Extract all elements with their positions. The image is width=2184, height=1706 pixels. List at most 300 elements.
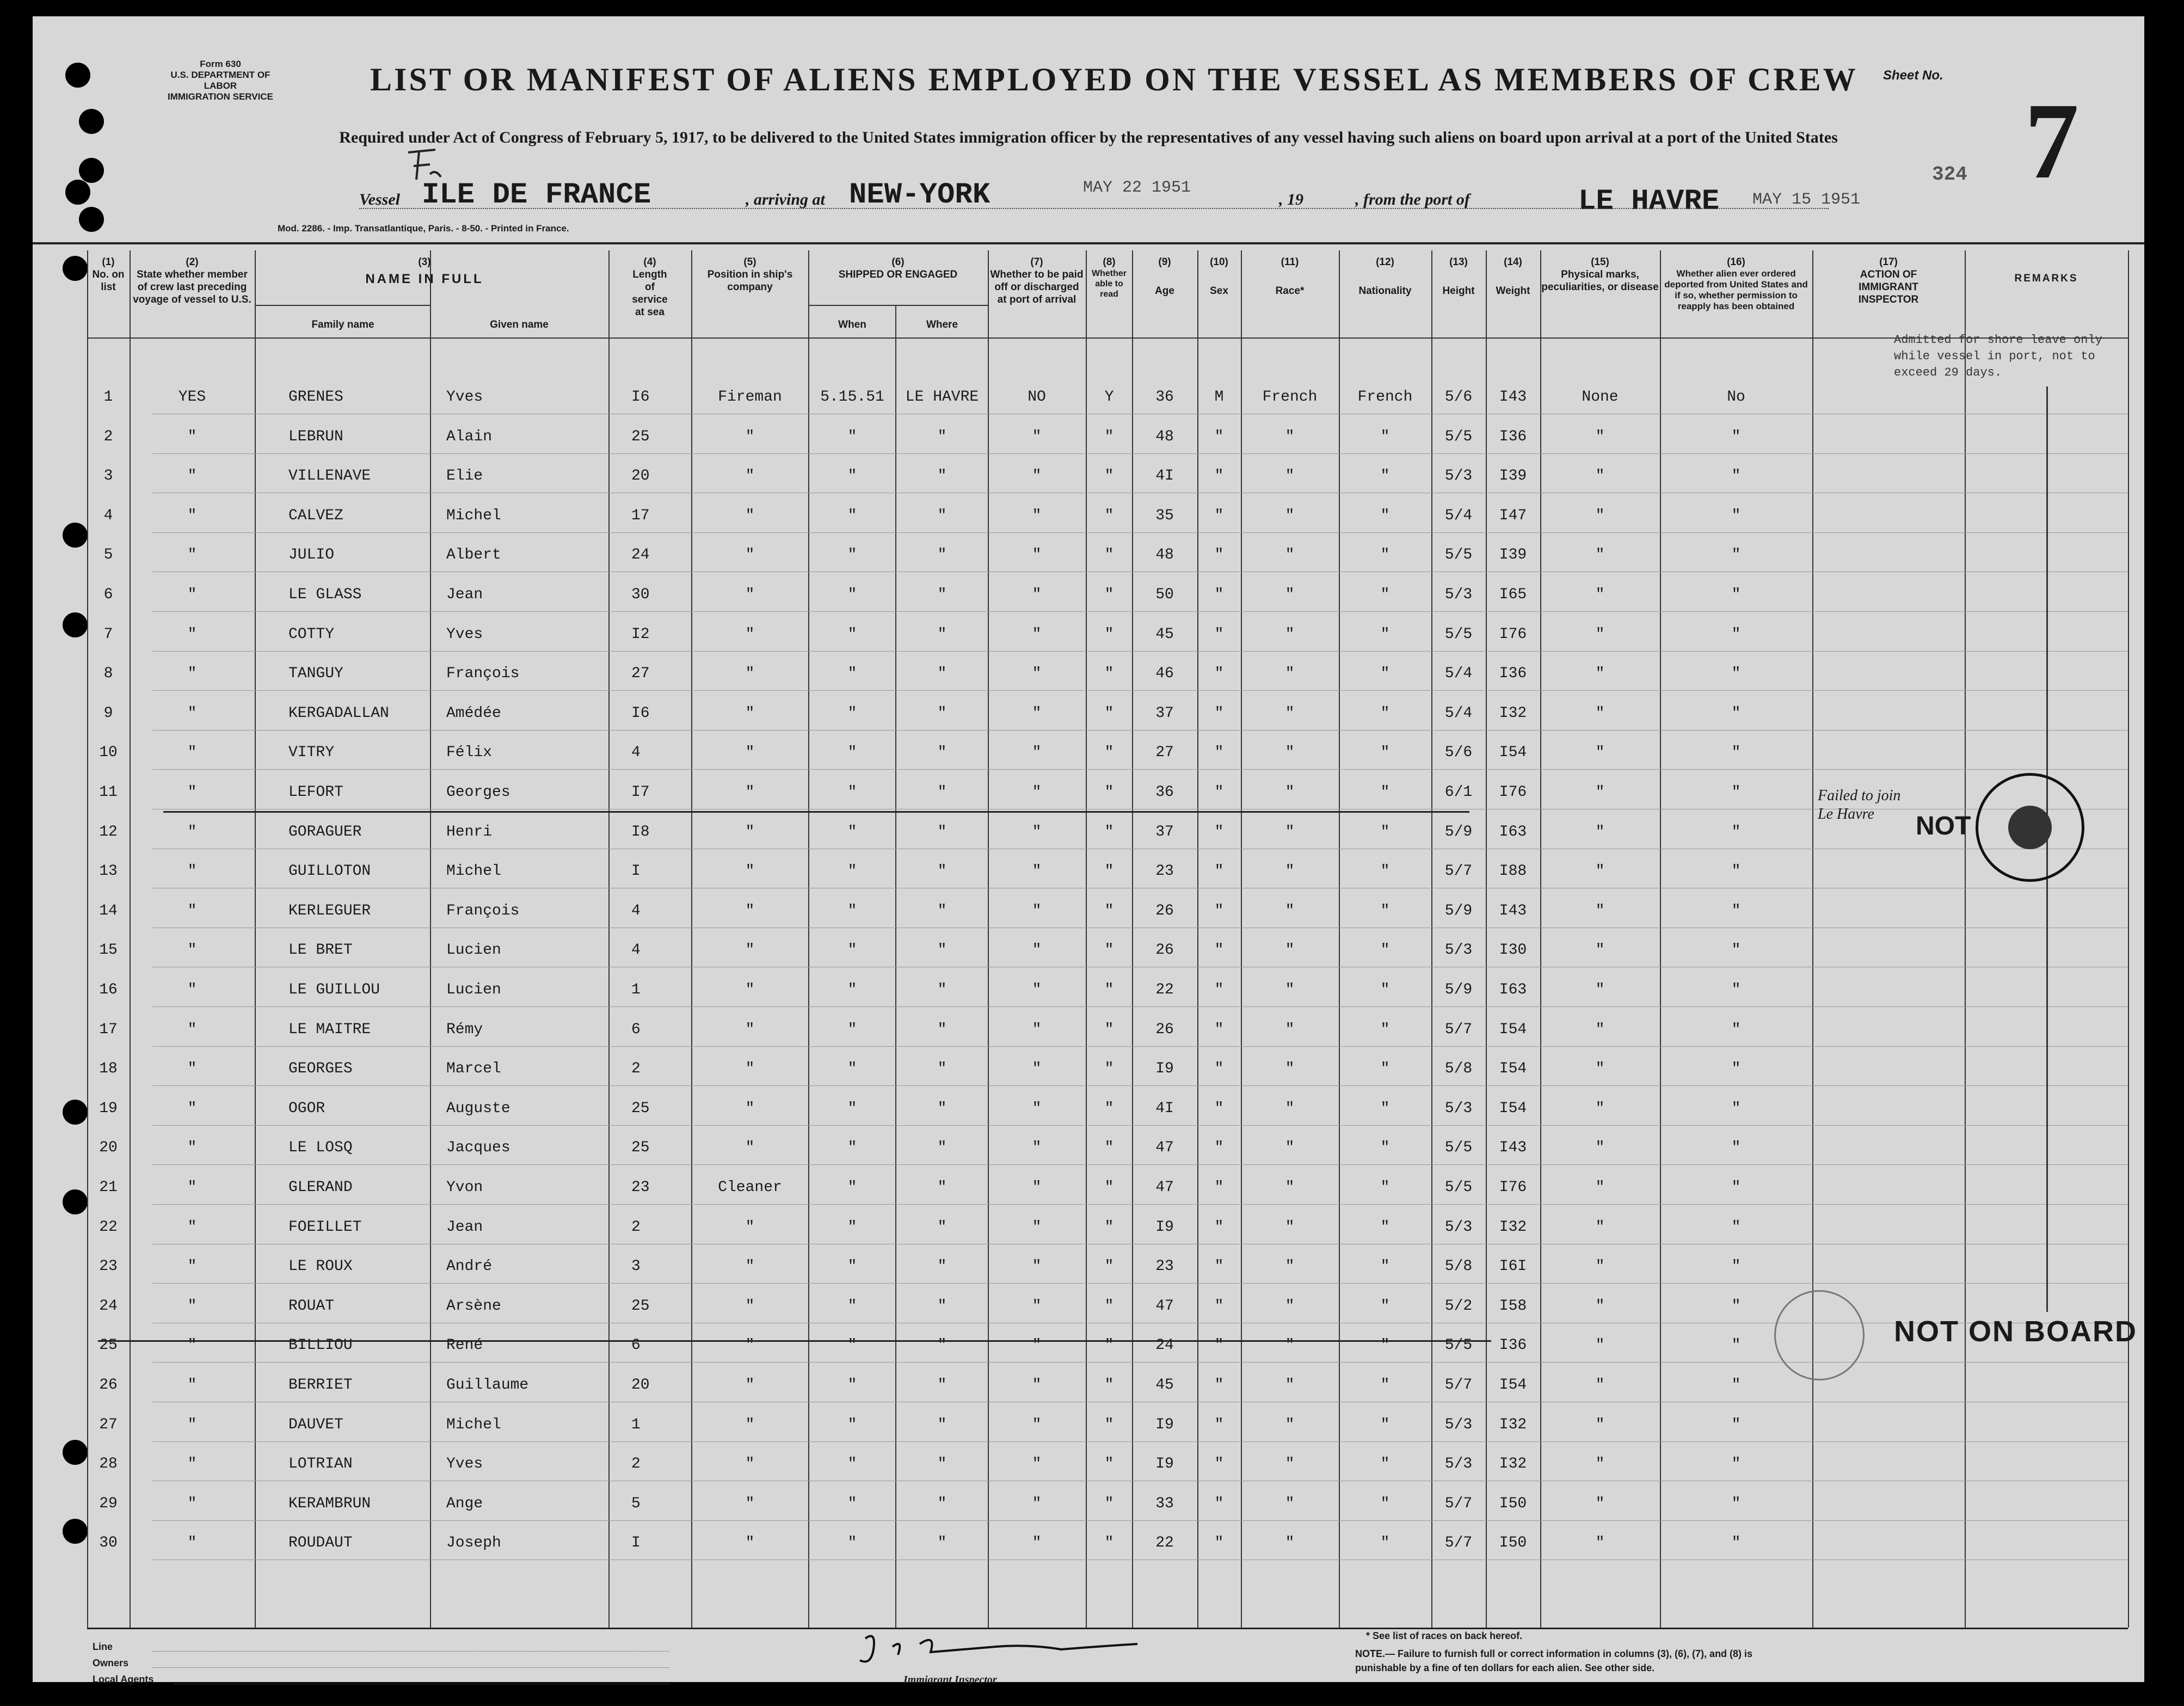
footer-agents-label: Local Agents xyxy=(93,1674,154,1685)
row-age: I9 xyxy=(1155,1416,1174,1433)
row-family-name: BILLIOU xyxy=(288,1337,353,1354)
row-deported: " xyxy=(1731,665,1741,683)
row-family-name: KERAMBRUN xyxy=(288,1495,371,1512)
row-family-name: LE LOSQ xyxy=(288,1139,353,1157)
row-age: 46 xyxy=(1155,665,1174,683)
row-physical-marks: " xyxy=(1595,1337,1605,1354)
row-shipped-when: " xyxy=(847,1377,857,1394)
row-nationality: " xyxy=(1380,428,1390,445)
row-shipped-where: " xyxy=(937,625,947,643)
row-shipped-where: " xyxy=(937,1139,947,1157)
row-age: 48 xyxy=(1155,547,1174,564)
punch-hole xyxy=(63,1189,88,1214)
consulate-seal-stamp xyxy=(1976,773,2084,882)
row-shipped-when: " xyxy=(847,863,857,880)
row-rule xyxy=(152,1125,2128,1126)
row-service-years: 24 xyxy=(631,547,650,564)
row-service-years: I8 xyxy=(631,823,650,840)
row-race: " xyxy=(1285,1297,1295,1315)
row-given-name: Albert xyxy=(446,547,501,564)
row-deported: " xyxy=(1731,1456,1741,1473)
row-weight: I43 xyxy=(1499,1139,1527,1157)
row-height: 5/5 xyxy=(1444,547,1473,564)
row-last-voyage: " xyxy=(187,1060,197,1078)
footer-owners-label: Owners xyxy=(93,1658,129,1668)
row-race: " xyxy=(1285,744,1295,762)
row-height: 5/3 xyxy=(1444,1218,1473,1236)
row-nationality: " xyxy=(1380,704,1390,722)
row-shipped-when: " xyxy=(847,1495,857,1512)
row-age: 36 xyxy=(1155,389,1174,406)
row-number: 18 xyxy=(99,1060,118,1078)
row-25-strike-line xyxy=(98,1340,1491,1342)
row-height: 5/2 xyxy=(1444,1297,1473,1315)
row-last-voyage: " xyxy=(187,1139,197,1157)
row-able-to-read: " xyxy=(1104,1258,1114,1275)
row-nationality: French xyxy=(1357,389,1413,406)
row-deported: " xyxy=(1731,1377,1741,1394)
row-given-name: Guillaume xyxy=(446,1377,529,1394)
row-12-strike-line xyxy=(163,811,1469,813)
row-shipped-where: " xyxy=(937,1416,947,1433)
row-given-name: Rémy xyxy=(446,1021,483,1038)
arrival-date-stamp: MAY 22 1951 xyxy=(1083,179,1191,197)
row-deported: " xyxy=(1731,1218,1741,1236)
row-paid-off: " xyxy=(1032,468,1042,485)
row-physical-marks: " xyxy=(1595,547,1605,564)
row-last-voyage: " xyxy=(187,1416,197,1433)
row-able-to-read: " xyxy=(1104,1021,1114,1038)
row-shipped-where: " xyxy=(937,1377,947,1394)
row-number: 21 xyxy=(99,1179,118,1196)
row-service-years: I xyxy=(631,1535,641,1552)
row-nationality: " xyxy=(1380,1337,1390,1354)
row-shipped-when: " xyxy=(847,823,857,840)
row-rule xyxy=(152,532,2128,533)
row-paid-off: " xyxy=(1032,1258,1042,1275)
row-service-years: I xyxy=(631,863,641,880)
column-divider xyxy=(1965,250,1966,1628)
row-race: " xyxy=(1285,1535,1295,1552)
row-shipped-when: " xyxy=(847,468,857,485)
row-deported: No xyxy=(1727,389,1745,406)
row-family-name: GEORGES xyxy=(288,1060,353,1078)
row-deported: " xyxy=(1731,744,1741,762)
row-height: 5/5 xyxy=(1444,428,1473,445)
row-height: 5/7 xyxy=(1444,1535,1473,1552)
row-given-name: Arsène xyxy=(446,1297,501,1315)
row-height: 5/5 xyxy=(1444,1139,1473,1157)
row-paid-off: " xyxy=(1032,428,1042,445)
row-shipped-when: " xyxy=(847,1258,857,1275)
row-position: " xyxy=(745,1416,755,1433)
row-physical-marks: " xyxy=(1595,823,1605,840)
punch-hole xyxy=(63,1440,88,1465)
row-nationality: " xyxy=(1380,468,1390,485)
row-nationality: " xyxy=(1380,1258,1390,1275)
remarks-failed-to-join: Failed to join Le Havre xyxy=(1818,787,1901,823)
row-deported: " xyxy=(1731,625,1741,643)
remarks-shore-leave: Admitted for shore leave only while vessel in port, not to exceed 29 days. xyxy=(1894,333,2102,379)
row-shipped-when: " xyxy=(847,1139,857,1157)
row-physical-marks: " xyxy=(1595,625,1605,643)
row-paid-off: " xyxy=(1032,744,1042,762)
row-last-voyage: " xyxy=(187,902,197,919)
row-weight: I58 xyxy=(1499,1297,1527,1315)
row-deported: " xyxy=(1731,586,1741,603)
header-service: (4) Length of service at sea xyxy=(632,256,668,318)
row-weight: I50 xyxy=(1499,1535,1527,1552)
row-weight: I36 xyxy=(1499,428,1527,445)
row-weight: I63 xyxy=(1499,981,1527,998)
row-number: 4 xyxy=(103,507,113,524)
row-weight: I76 xyxy=(1499,625,1527,643)
le-havre-stamp xyxy=(1774,1290,1865,1380)
row-sex: " xyxy=(1214,942,1224,959)
service-name: IMMIGRATION SERVICE xyxy=(168,91,273,102)
row-shipped-where: " xyxy=(937,1535,947,1552)
row-number: 9 xyxy=(103,704,113,722)
row-last-voyage: " xyxy=(187,1218,197,1236)
row-able-to-read: " xyxy=(1104,704,1114,722)
year-label: , 19 xyxy=(1279,191,1303,208)
row-age: 4I xyxy=(1155,1100,1174,1117)
row-height: 5/8 xyxy=(1444,1258,1473,1275)
row-service-years: 1 xyxy=(631,981,641,998)
row-nationality: " xyxy=(1380,1139,1390,1157)
row-paid-off: " xyxy=(1032,1535,1042,1552)
row-shipped-when: " xyxy=(847,1060,857,1078)
row-sex: " xyxy=(1214,1377,1224,1394)
row-rule xyxy=(152,1085,2128,1086)
row-family-name: LEBRUN xyxy=(288,428,343,445)
row-service-years: 4 xyxy=(631,942,641,959)
row-age: 50 xyxy=(1155,586,1174,603)
vessel-label: Vessel xyxy=(359,191,400,208)
row-height: 5/5 xyxy=(1444,1337,1473,1354)
row-paid-off: " xyxy=(1032,863,1042,880)
row-race: " xyxy=(1285,665,1295,683)
inspector-signature xyxy=(854,1628,1159,1671)
row-race: " xyxy=(1285,942,1295,959)
row-rule xyxy=(152,611,2128,612)
row-position: " xyxy=(745,1535,755,1552)
row-height: 5/6 xyxy=(1444,744,1473,762)
row-race: " xyxy=(1285,1100,1295,1117)
row-height: 5/7 xyxy=(1444,1377,1473,1394)
row-height: 5/7 xyxy=(1444,1495,1473,1512)
row-race: " xyxy=(1285,902,1295,919)
row-last-voyage: " xyxy=(187,507,197,524)
row-service-years: 1 xyxy=(631,1416,641,1433)
row-weight: I76 xyxy=(1499,1179,1527,1196)
punch-hole xyxy=(79,109,104,134)
row-shipped-when: " xyxy=(847,744,857,762)
row-last-voyage: " xyxy=(187,744,197,762)
row-shipped-when: 5.15.51 xyxy=(820,389,884,406)
column-divider xyxy=(608,250,610,1628)
row-nationality: " xyxy=(1380,507,1390,524)
row-sex: " xyxy=(1214,1021,1224,1038)
row-age: 48 xyxy=(1155,428,1174,445)
row-physical-marks: " xyxy=(1595,902,1605,919)
row-able-to-read: " xyxy=(1104,1139,1114,1157)
row-last-voyage: " xyxy=(187,468,197,485)
mod-line: Mod. 2286. - Imp. Transatlantique, Paris. - 8-50. - Printed in France. xyxy=(278,223,569,234)
row-deported: " xyxy=(1731,1179,1741,1196)
row-weight: I39 xyxy=(1499,547,1527,564)
row-position: " xyxy=(745,1456,755,1473)
row-number: 22 xyxy=(99,1218,118,1236)
row-last-voyage: " xyxy=(187,665,197,683)
row-race: " xyxy=(1285,704,1295,722)
row-paid-off: " xyxy=(1032,823,1042,840)
row-weight: I32 xyxy=(1499,1456,1527,1473)
row-family-name: DAUVET xyxy=(288,1416,343,1433)
row-weight: I54 xyxy=(1499,1060,1527,1078)
column-divider xyxy=(1812,250,1813,1628)
row-age: 47 xyxy=(1155,1179,1174,1196)
header-physical-marks: (15) Physical marks, peculiarities, or disease xyxy=(1541,256,1659,293)
row-number: 13 xyxy=(99,863,118,880)
row-shipped-when: " xyxy=(847,784,857,801)
row-shipped-when: " xyxy=(847,547,857,564)
row-given-name: Félix xyxy=(446,744,493,762)
header-paid-off: (7) Whether to be paid off or discharged at port of arrival xyxy=(990,256,1084,305)
row-age: 33 xyxy=(1155,1495,1174,1512)
row-weight: I43 xyxy=(1499,902,1527,919)
row-family-name: BERRIET xyxy=(288,1377,353,1394)
row-last-voyage: YES xyxy=(178,389,206,406)
row-paid-off: " xyxy=(1032,1337,1042,1354)
row-able-to-read: " xyxy=(1104,507,1114,524)
row-weight: I36 xyxy=(1499,665,1527,683)
row-height: 5/3 xyxy=(1444,1100,1473,1117)
row-given-name: Yves xyxy=(446,625,483,643)
row-shipped-where: " xyxy=(937,1021,947,1038)
row-given-name: Henri xyxy=(446,823,493,840)
row-deported: " xyxy=(1731,942,1741,959)
row-last-voyage: " xyxy=(187,1337,197,1354)
row-given-name: Michel xyxy=(446,507,501,524)
row-age: 27 xyxy=(1155,744,1174,762)
row-shipped-where: " xyxy=(937,1456,947,1473)
row-family-name: COTTY xyxy=(288,625,335,643)
arriving-label: , arriving at xyxy=(746,191,825,208)
row-paid-off: " xyxy=(1032,586,1042,603)
row-weight: I43 xyxy=(1499,389,1527,406)
header-given-name: Given name xyxy=(490,319,549,330)
row-age: 22 xyxy=(1155,1535,1174,1552)
row-sex: " xyxy=(1214,744,1224,762)
row-shipped-where: " xyxy=(937,1258,947,1275)
row-shipped-when: " xyxy=(847,1535,857,1552)
row-paid-off: " xyxy=(1032,1218,1042,1236)
inspector-label: Immigrant Inspector xyxy=(903,1674,997,1686)
row-shipped-where: " xyxy=(937,1100,947,1117)
row-shipped-where: " xyxy=(937,665,947,683)
footer-rule xyxy=(152,1651,669,1652)
row-physical-marks: " xyxy=(1595,863,1605,880)
row-shipped-where: " xyxy=(937,744,947,762)
row-rule xyxy=(152,1046,2128,1047)
row-rule xyxy=(152,1283,2128,1284)
row-sex: " xyxy=(1214,1179,1224,1196)
row-given-name: François xyxy=(446,665,520,683)
row-height: 5/4 xyxy=(1444,704,1473,722)
row-race: French xyxy=(1262,389,1318,406)
row-paid-off: " xyxy=(1032,704,1042,722)
row-last-voyage: " xyxy=(187,863,197,880)
row-physical-marks: " xyxy=(1595,586,1605,603)
row-nationality: " xyxy=(1380,1179,1390,1196)
row-position: " xyxy=(745,428,755,445)
row-age: 23 xyxy=(1155,863,1174,880)
header-no: (1) No. on list xyxy=(92,256,125,293)
row-age: 47 xyxy=(1155,1297,1174,1315)
row-given-name: Alain xyxy=(446,428,493,445)
departure-date-stamp: MAY 15 1951 xyxy=(1752,191,1861,209)
remarks-not-stamp: NOT xyxy=(1916,812,1971,840)
footer-rule xyxy=(152,1667,669,1668)
from-port: LE HAVRE xyxy=(1578,185,1720,218)
row-sex: " xyxy=(1214,1495,1224,1512)
row-last-voyage: " xyxy=(187,1456,197,1473)
row-paid-off: NO xyxy=(1028,389,1046,406)
row-given-name: Yves xyxy=(446,1456,483,1473)
row-service-years: 23 xyxy=(631,1179,650,1196)
row-physical-marks: " xyxy=(1595,1100,1605,1117)
row-number: 8 xyxy=(103,665,113,683)
row-sex: " xyxy=(1214,468,1224,485)
row-height: 5/3 xyxy=(1444,468,1473,485)
row-nationality: " xyxy=(1380,547,1390,564)
row-position: " xyxy=(745,902,755,919)
row-last-voyage: " xyxy=(187,1179,197,1196)
row-sex: " xyxy=(1214,902,1224,919)
row-paid-off: " xyxy=(1032,1416,1042,1433)
header-bottom-rule xyxy=(87,337,2128,339)
row-sex: " xyxy=(1214,1060,1224,1078)
punch-hole xyxy=(65,180,90,205)
row-physical-marks: " xyxy=(1595,665,1605,683)
row-shipped-where: " xyxy=(937,428,947,445)
header-read: (8) Whether able to read xyxy=(1092,256,1127,299)
row-race: " xyxy=(1285,547,1295,564)
row-deported: " xyxy=(1731,1297,1741,1315)
row-nationality: " xyxy=(1380,1060,1390,1078)
header-last-voyage: (2) State whether member of crew last preceding voyage of vessel to U.S. xyxy=(133,256,251,305)
row-number: 1 xyxy=(103,389,113,406)
row-last-voyage: " xyxy=(187,1258,197,1275)
row-able-to-read: " xyxy=(1104,1060,1114,1078)
row-shipped-when: " xyxy=(847,428,857,445)
row-deported: " xyxy=(1731,428,1741,445)
row-position: " xyxy=(745,863,755,880)
row-shipped-when: " xyxy=(847,507,857,524)
row-race: " xyxy=(1285,1218,1295,1236)
row-given-name: Joseph xyxy=(446,1535,501,1552)
row-nationality: " xyxy=(1380,1297,1390,1315)
row-able-to-read: " xyxy=(1104,744,1114,762)
row-weight: I6I xyxy=(1499,1258,1527,1275)
row-position: " xyxy=(745,744,755,762)
row-last-voyage: " xyxy=(187,1495,197,1512)
row-shipped-when: " xyxy=(847,981,857,998)
row-deported: " xyxy=(1731,902,1741,919)
row-service-years: 2 xyxy=(631,1060,641,1078)
row-given-name: Auguste xyxy=(446,1100,510,1117)
row-deported: " xyxy=(1731,1258,1741,1275)
row-family-name: GLERAND xyxy=(288,1179,353,1196)
row-service-years: I7 xyxy=(631,784,650,801)
row-race: " xyxy=(1285,468,1295,485)
row-number: 5 xyxy=(103,547,113,564)
row-nationality: " xyxy=(1380,1535,1390,1552)
header-family-name: Family name xyxy=(311,319,374,330)
row-shipped-where: " xyxy=(937,1297,947,1315)
row-service-years: 2 xyxy=(631,1218,641,1236)
row-shipped-where: " xyxy=(937,1060,947,1078)
row-position: " xyxy=(745,1100,755,1117)
punch-hole xyxy=(63,256,88,281)
header-sex: (10) Sex xyxy=(1210,256,1228,297)
row-height: 5/7 xyxy=(1444,863,1473,880)
row-service-years: I6 xyxy=(631,704,650,722)
row-rule xyxy=(152,769,2128,770)
row-age: 23 xyxy=(1155,1258,1174,1275)
row-given-name: René xyxy=(446,1337,483,1354)
row-shipped-where: " xyxy=(937,507,947,524)
header-nationality: (12) Nationality xyxy=(1358,256,1412,297)
row-deported: " xyxy=(1731,1139,1741,1157)
row-position: " xyxy=(745,586,755,603)
row-nationality: " xyxy=(1380,942,1390,959)
row-height: 5/4 xyxy=(1444,507,1473,524)
row-age: 26 xyxy=(1155,942,1174,959)
row-number: 15 xyxy=(99,942,118,959)
header-where: Where xyxy=(926,319,958,330)
row-shipped-when: " xyxy=(847,1218,857,1236)
row-height: 6/1 xyxy=(1444,784,1473,801)
row-nationality: " xyxy=(1380,1456,1390,1473)
row-shipped-when: " xyxy=(847,1337,857,1354)
row-shipped-where: " xyxy=(937,981,947,998)
row-family-name: LEFORT xyxy=(288,784,343,801)
row-shipped-when: " xyxy=(847,1456,857,1473)
row-height: 5/5 xyxy=(1444,625,1473,643)
row-number: 27 xyxy=(99,1416,118,1433)
row-family-name: LE GLASS xyxy=(288,586,362,603)
row-service-years: 2 xyxy=(631,1456,641,1473)
row-sex: " xyxy=(1214,981,1224,998)
vessel-line-rule xyxy=(359,208,1829,209)
row-position: " xyxy=(745,547,755,564)
row-paid-off: " xyxy=(1032,1100,1042,1117)
row-shipped-when: " xyxy=(847,1179,857,1196)
row-physical-marks: " xyxy=(1595,784,1605,801)
row-able-to-read: " xyxy=(1104,902,1114,919)
row-age: 22 xyxy=(1155,981,1174,998)
row-number: 11 xyxy=(99,784,118,801)
row-position: " xyxy=(745,1060,755,1078)
header-age: (9) Age xyxy=(1155,256,1174,297)
row-family-name: ROUAT xyxy=(288,1297,335,1315)
row-given-name: Michel xyxy=(446,863,501,880)
row-sex: " xyxy=(1214,625,1224,643)
row-able-to-read: " xyxy=(1104,981,1114,998)
row-shipped-where: " xyxy=(937,823,947,840)
